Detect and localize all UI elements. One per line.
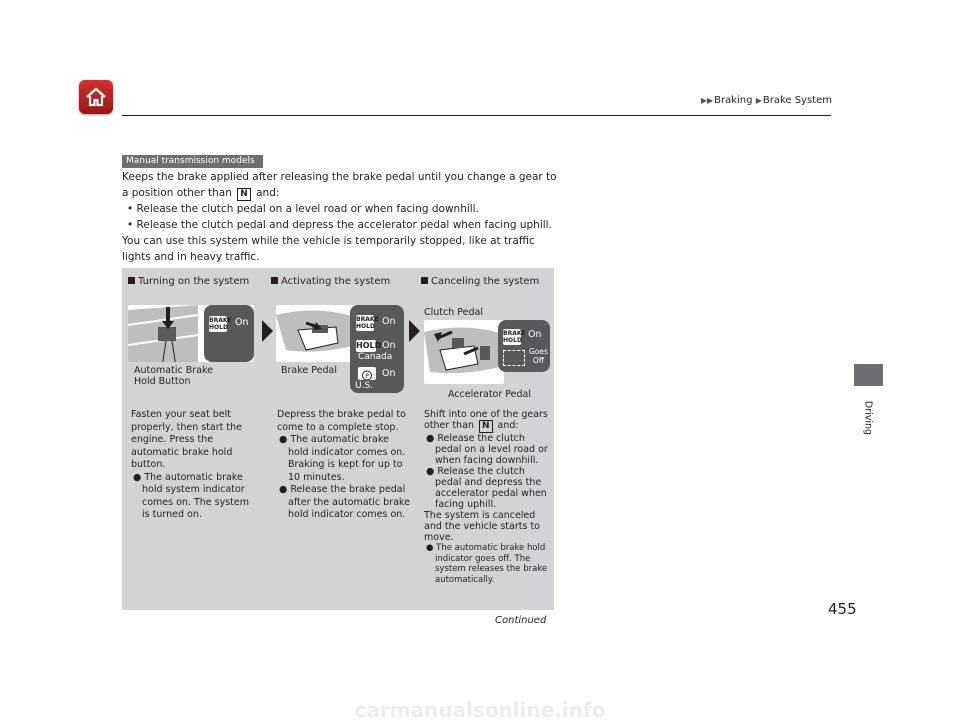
instruction-bullet: ● Release the clutch pedal and depress the accelerator pedal when facing uphill. bbox=[426, 466, 547, 510]
intro-line-end: and: bbox=[256, 187, 280, 199]
breadcrumb-arrow-icon: ▶ bbox=[755, 96, 762, 105]
intro-text bbox=[122, 169, 562, 265]
instruction-bullet: ● The automatic brake hold system indicator comes on. The system is turned on. bbox=[133, 471, 250, 520]
foot-on-pedals-illustration bbox=[424, 320, 504, 384]
svg-text:P: P bbox=[365, 373, 369, 380]
heading-text: Activating the system bbox=[281, 276, 391, 287]
intro-paragraph bbox=[122, 169, 562, 201]
callout-accelerator-pedal: Accelerator Pedal bbox=[448, 389, 532, 400]
instruction-bullet-text: Release the clutch pedal and depress the accelerator pedal when facing uphill. bbox=[435, 466, 547, 510]
breadcrumb-item[interactable]: Braking bbox=[714, 95, 753, 106]
home-icon bbox=[84, 85, 108, 109]
brake-pedal-illustration bbox=[276, 305, 356, 362]
indicator-status: On bbox=[528, 329, 542, 340]
model-badge: Manual transmission models bbox=[122, 155, 263, 168]
step-arrow-icon bbox=[409, 320, 420, 342]
section-label: Driving bbox=[862, 400, 874, 436]
indicator-status: On bbox=[382, 340, 396, 351]
heading-text: Canceling the system bbox=[431, 276, 540, 287]
indicator-status: On bbox=[382, 368, 396, 379]
continued-label: Continued bbox=[495, 615, 547, 626]
callout-brake-pedal: Brake Pedal bbox=[281, 365, 337, 376]
indicator-off-outline bbox=[503, 350, 525, 366]
gear-key-n: N bbox=[479, 420, 493, 433]
gear-key-n: N bbox=[237, 188, 251, 201]
turning-on-instructions bbox=[131, 409, 259, 522]
hold-indicator-icon: HOLD bbox=[356, 341, 382, 350]
brake-hold-indicator-icon: BRAKE HOLD bbox=[356, 316, 379, 330]
intro-line: Keeps the brake applied after releasing the brake pedal until you change a gear to a position other than bbox=[122, 171, 557, 199]
instruction-bullet-text: The automatic brake hold system indicator comes on. The system is turned on. bbox=[142, 471, 250, 520]
instruction-text-end: and: bbox=[497, 420, 519, 431]
intro-bullet: • Release the clutch pedal on a level road or when facing downhill. bbox=[127, 203, 479, 215]
region-label-us: Canada bbox=[358, 352, 393, 362]
instruction-text: Depress the brake pedal to come to a complete stop. bbox=[277, 409, 406, 433]
intro-closing: You can use this system while the vehicle is temporarily stopped, like at traffic lights and in heavy traffic. bbox=[122, 235, 535, 263]
parking-indicator-icon bbox=[358, 367, 376, 380]
breadcrumb-item[interactable]: Brake System bbox=[762, 95, 832, 106]
header-rule bbox=[122, 115, 831, 116]
instruction-bullet: ● Release the brake pedal after the automatic brake hold indicator comes on. bbox=[279, 484, 410, 520]
square-bullet-icon bbox=[271, 277, 278, 284]
instruction-text-start: Shift into one of the gears other than bbox=[424, 409, 548, 431]
instruction-text bbox=[424, 409, 552, 433]
callout-clutch-pedal: Clutch Pedal bbox=[424, 307, 484, 318]
intro-bullet-text: Release the clutch pedal and depress the accelerator pedal when facing uphill. bbox=[136, 219, 552, 231]
instruction-bullet: ● The automatic brake hold indicator comes on. Braking is kept for up to 10 minutes. bbox=[279, 434, 406, 483]
instruction-after: The system is canceled and the vehicle starts to move. bbox=[424, 510, 540, 543]
intro-bullet-text: Release the clutch pedal on a level road or when facing downhill. bbox=[136, 203, 479, 215]
brake-hold-indicator-icon: BRAKE HOLD bbox=[503, 330, 526, 344]
square-bullet-icon bbox=[421, 277, 428, 284]
instruction-bullet-text: The automatic brake hold indicator comes on. Braking is kept for up to 10 minutes. bbox=[288, 434, 406, 483]
region-label-canada: U.S. bbox=[355, 381, 374, 391]
canceling-instructions bbox=[424, 409, 552, 585]
instruction-bullet-text: Release the brake pedal after the automatic brake hold indicator comes on. bbox=[288, 484, 410, 520]
instruction-bullet-text: Release the clutch pedal on a level road or when facing downhill. bbox=[435, 433, 548, 466]
instruction-text: Fasten your seat belt properly, then start the engine. Press the automatic brake hold button. bbox=[131, 409, 242, 470]
square-bullet-icon bbox=[128, 277, 135, 284]
indicator-panel-canceling bbox=[498, 320, 550, 372]
heading-text: Turning on the system bbox=[138, 276, 250, 287]
instruction-bullet: ● Release the clutch pedal on a level road or when facing downhill. bbox=[426, 433, 548, 466]
instruction-bullet-text: The automatic brake hold indicator goes off. The system releases the brake automatically. bbox=[435, 543, 548, 585]
intro-bullet: • Release the clutch pedal and depress the accelerator pedal when facing uphill. bbox=[127, 219, 552, 231]
section-tab-marker bbox=[854, 364, 883, 386]
indicator-panel-turning-on bbox=[204, 305, 254, 362]
indicator-panel-activating bbox=[350, 305, 404, 393]
breadcrumb-arrow-icon: ▶▶ bbox=[700, 96, 714, 105]
instruction-bullet-small: ● The automatic brake hold indicator goes off. The system releases the brake automatically. bbox=[426, 543, 548, 585]
heading-activating bbox=[271, 276, 390, 287]
step-arrow-icon bbox=[262, 320, 273, 342]
callout-hold-button: Automatic Brake Hold Button bbox=[134, 365, 213, 387]
heading-turning-on bbox=[128, 276, 249, 287]
indicator-status: On bbox=[382, 316, 396, 327]
heading-canceling bbox=[421, 276, 539, 287]
activating-instructions bbox=[277, 409, 412, 522]
breadcrumb bbox=[701, 95, 832, 106]
watermark: carmanualsonline.info bbox=[354, 698, 606, 722]
indicator-goes-off: Goes Off bbox=[529, 347, 548, 365]
pedals-illustration bbox=[424, 320, 504, 384]
home-button[interactable] bbox=[79, 80, 113, 114]
brake-hold-indicator-icon: BRAKE HOLD bbox=[209, 317, 232, 331]
page-number: 455 bbox=[828, 600, 857, 618]
indicator-status: On bbox=[235, 317, 249, 328]
foot-on-pedal-illustration bbox=[276, 305, 356, 362]
